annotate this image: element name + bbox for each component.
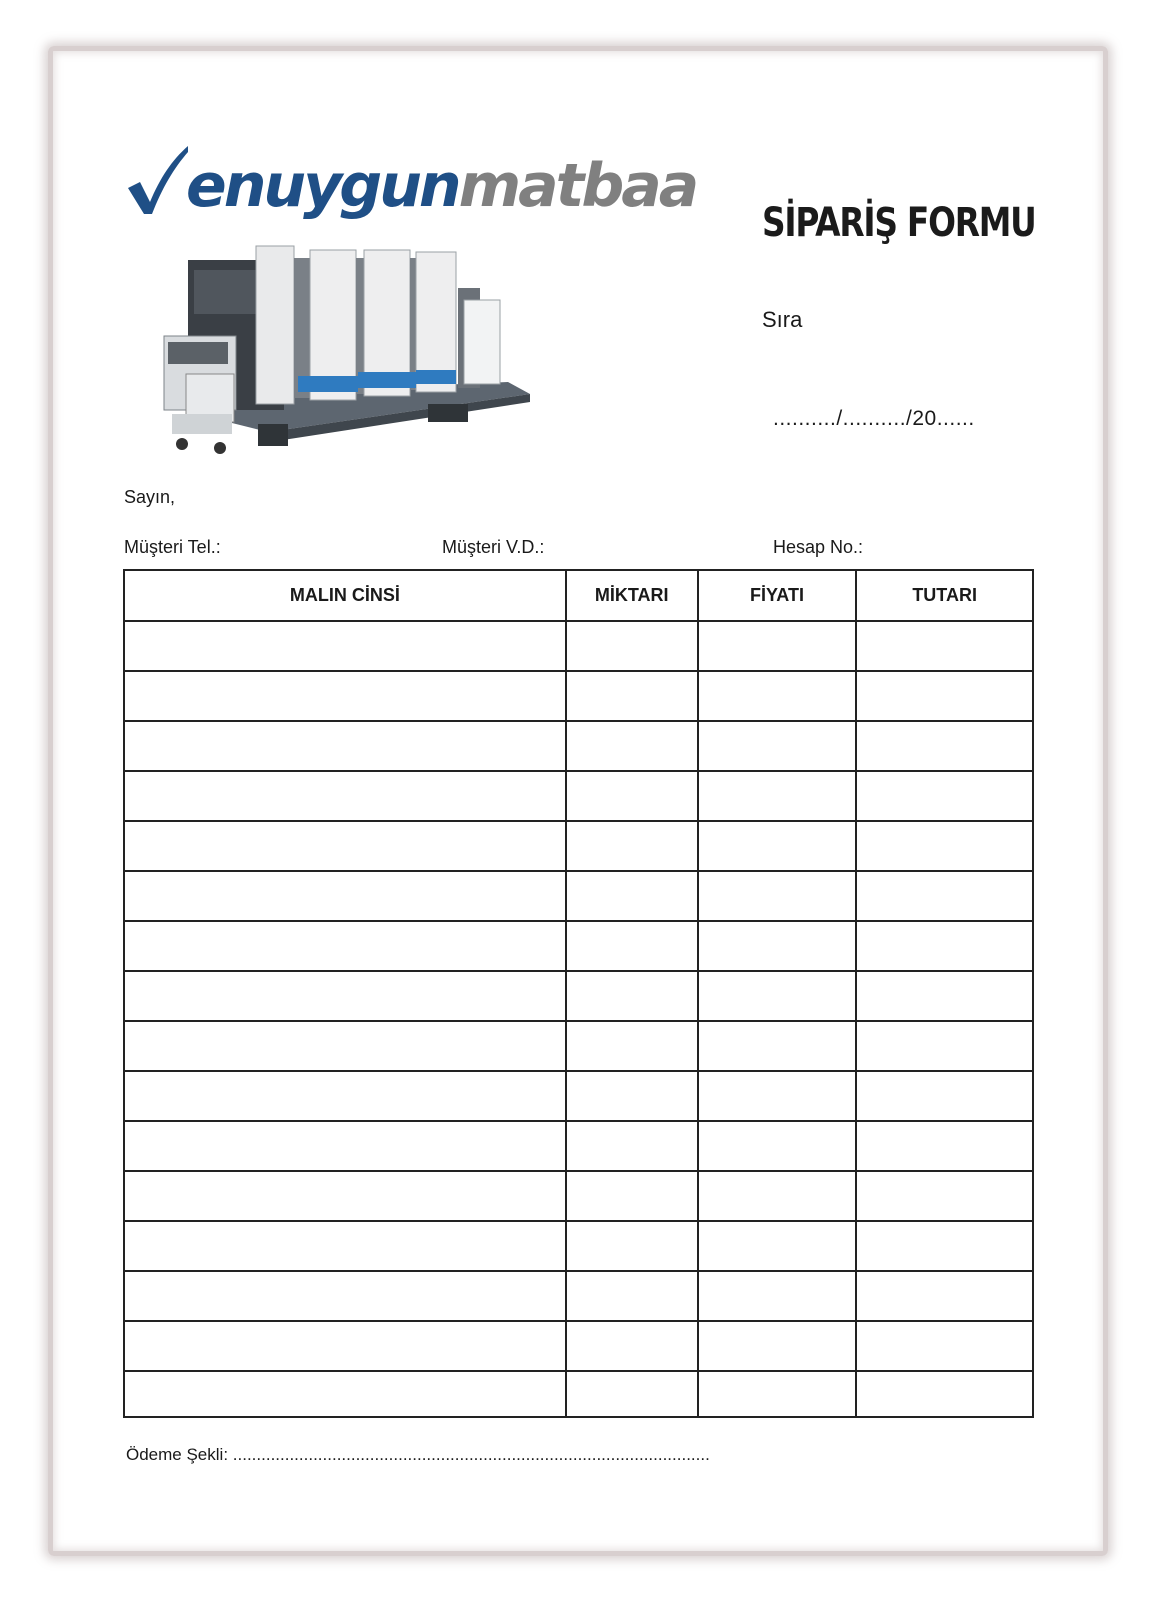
- cell-price[interactable]: [698, 1321, 857, 1371]
- cell-quantity[interactable]: [566, 1271, 698, 1321]
- form-title: SİPARİŞ FORMU: [762, 200, 1036, 246]
- table-row: [124, 1171, 1033, 1221]
- cell-price[interactable]: [698, 971, 857, 1021]
- table-row: [124, 1221, 1033, 1271]
- table-row: [124, 1071, 1033, 1121]
- cell-product[interactable]: [124, 771, 566, 821]
- cell-product[interactable]: [124, 1121, 566, 1171]
- table-row: [124, 971, 1033, 1021]
- table-row: [124, 1371, 1033, 1417]
- cell-total[interactable]: [856, 1071, 1033, 1121]
- cell-product[interactable]: [124, 1221, 566, 1271]
- cell-quantity[interactable]: [566, 1021, 698, 1071]
- table-header-row: [124, 570, 1033, 621]
- date-field[interactable]: ........../........../20......: [773, 407, 975, 430]
- cell-quantity[interactable]: [566, 971, 698, 1021]
- table-body: [124, 621, 1033, 1417]
- cell-price[interactable]: [698, 771, 857, 821]
- cell-price[interactable]: [698, 1271, 857, 1321]
- cell-price[interactable]: [698, 1121, 857, 1171]
- cell-product[interactable]: [124, 921, 566, 971]
- logo-part-en: en: [186, 151, 264, 221]
- cell-price[interactable]: [698, 721, 857, 771]
- brand-logo: [126, 136, 697, 221]
- cell-quantity[interactable]: [566, 921, 698, 971]
- cell-product[interactable]: [124, 1321, 566, 1371]
- sayin-label: Sayın,: [124, 487, 176, 507]
- cell-quantity[interactable]: [566, 671, 698, 721]
- table-row: [124, 821, 1033, 871]
- cell-total[interactable]: [856, 1221, 1033, 1271]
- cell-quantity[interactable]: [566, 1371, 698, 1417]
- cell-product[interactable]: [124, 821, 566, 871]
- cell-quantity[interactable]: [566, 1121, 698, 1171]
- cell-total[interactable]: [856, 1171, 1033, 1221]
- table-row: [124, 921, 1033, 971]
- table-row: [124, 771, 1033, 821]
- cell-product[interactable]: [124, 1371, 566, 1417]
- cell-price[interactable]: [698, 1171, 857, 1221]
- column-header-total: TUTARI: [856, 570, 1033, 621]
- cell-price[interactable]: [698, 921, 857, 971]
- cell-quantity[interactable]: [566, 1321, 698, 1371]
- table-row: [124, 721, 1033, 771]
- cell-product[interactable]: [124, 1071, 566, 1121]
- cell-quantity[interactable]: [566, 1071, 698, 1121]
- cell-price[interactable]: [698, 1221, 857, 1271]
- table-row: [124, 1021, 1033, 1071]
- cell-total[interactable]: [856, 921, 1033, 971]
- cell-price[interactable]: [698, 671, 857, 721]
- logo-part-uygun: uygun: [263, 151, 459, 221]
- cell-total[interactable]: [856, 871, 1033, 921]
- cell-total[interactable]: [856, 1021, 1033, 1071]
- table-row: [124, 621, 1033, 671]
- cell-product[interactable]: [124, 721, 566, 771]
- order-table: [123, 569, 1034, 1418]
- table-row: [124, 871, 1033, 921]
- table-row: [124, 1121, 1033, 1171]
- column-header-price: FİYATI: [698, 570, 857, 621]
- cell-total[interactable]: [856, 1271, 1033, 1321]
- customer-tel-label: Müşteri Tel.:: [124, 537, 221, 557]
- cell-price[interactable]: [698, 621, 857, 671]
- cell-price[interactable]: [698, 1071, 857, 1121]
- cell-quantity[interactable]: [566, 821, 698, 871]
- cell-product[interactable]: [124, 1021, 566, 1071]
- cell-total[interactable]: [856, 821, 1033, 871]
- cell-total[interactable]: [856, 621, 1033, 671]
- cell-product[interactable]: [124, 871, 566, 921]
- cell-product[interactable]: [124, 621, 566, 671]
- cell-price[interactable]: [698, 1021, 857, 1071]
- cell-quantity[interactable]: [566, 1221, 698, 1271]
- cell-total[interactable]: [856, 1321, 1033, 1371]
- table-row: [124, 1321, 1033, 1371]
- account-no-label: Hesap No.:: [773, 537, 864, 557]
- column-header-quantity: MİKTARI: [566, 570, 698, 621]
- sira-label: Sıra: [762, 307, 803, 332]
- cell-price[interactable]: [698, 871, 857, 921]
- table-row: [124, 1271, 1033, 1321]
- cell-quantity[interactable]: [566, 621, 698, 671]
- cell-total[interactable]: [856, 771, 1033, 821]
- customer-tax-office-label: Müşteri V.D.:: [442, 537, 545, 557]
- cell-quantity[interactable]: [566, 771, 698, 821]
- cell-product[interactable]: [124, 1271, 566, 1321]
- cell-quantity[interactable]: [566, 871, 698, 921]
- cell-total[interactable]: [856, 1121, 1033, 1171]
- cell-total[interactable]: [856, 721, 1033, 771]
- cell-quantity[interactable]: [566, 721, 698, 771]
- payment-label: Ödeme Şekli:: [126, 1445, 229, 1464]
- cell-total[interactable]: [856, 1371, 1033, 1417]
- printing-press-illustration: [158, 244, 530, 460]
- payment-method-field[interactable]: [126, 1445, 710, 1465]
- cell-product[interactable]: [124, 671, 566, 721]
- cell-total[interactable]: [856, 671, 1033, 721]
- logo-part-matbaa: matbaa: [458, 151, 697, 221]
- cell-product[interactable]: [124, 1171, 566, 1221]
- cell-total[interactable]: [856, 971, 1033, 1021]
- table-row: [124, 671, 1033, 721]
- checkmark-icon: [126, 144, 188, 216]
- cell-product[interactable]: [124, 971, 566, 1021]
- cell-quantity[interactable]: [566, 1171, 698, 1221]
- cell-price[interactable]: [698, 821, 857, 871]
- payment-dots: .....................................................................................................: [232, 1445, 710, 1464]
- column-header-product: MALIN CİNSİ: [124, 570, 566, 621]
- brand-wordmark: [186, 151, 697, 221]
- cell-price[interactable]: [698, 1371, 857, 1417]
